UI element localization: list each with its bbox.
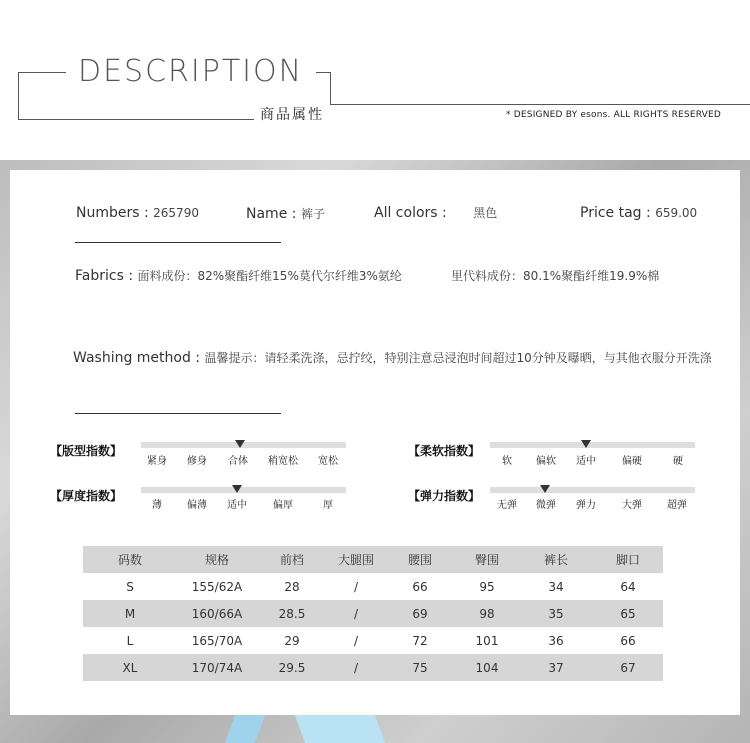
lining-value: 里代料成份：80.1%聚酯纤维19.9%棉 <box>451 269 660 283</box>
elasticity-option: 无弹 <box>497 500 517 511</box>
copyright-notice: * DESIGNED BY esons. ALL RIGHTS RESERVED <box>506 110 722 120</box>
table-header-cell: 大腿围 <box>327 546 385 573</box>
table-cell: 28 <box>284 579 300 594</box>
divider <box>75 242 281 243</box>
table-header-cell: 码数 <box>83 546 177 573</box>
table-cell: 37 <box>519 654 593 681</box>
fit-option: 修身 <box>187 456 207 467</box>
table-cell: / <box>327 654 385 681</box>
colors-field <box>374 204 497 221</box>
background-shape <box>295 715 385 743</box>
numbers-label: Numbers : <box>76 205 149 221</box>
header-frame-line <box>18 119 254 120</box>
thickness-scale-title: 【厚度指数】 <box>50 489 123 503</box>
thickness-option: 偏厚 <box>273 500 293 511</box>
background-shape <box>225 715 265 743</box>
elasticity-option: 弹力 <box>576 500 596 511</box>
fabrics-field <box>75 267 402 284</box>
table-row <box>83 627 663 654</box>
table-header-cell: 臀围 <box>455 546 519 573</box>
table-cell: 67 <box>593 654 663 681</box>
numbers-field <box>76 205 199 221</box>
fabrics-label: Fabrics : <box>75 268 134 284</box>
table-cell: 29 <box>284 633 300 648</box>
table-row <box>83 600 663 627</box>
fit-scale-pointer <box>235 440 245 448</box>
table-header-cell: 裤长 <box>519 546 593 573</box>
table-cell: 101 <box>475 633 499 648</box>
elasticity-option: 微弹 <box>536 500 556 511</box>
table-cell: 104 <box>455 654 519 681</box>
table-cell: 98 <box>455 600 519 627</box>
elasticity-scale-bar <box>490 487 695 493</box>
table-header-cell: 脚口 <box>593 546 663 573</box>
softness-scale-title: 【柔软指数】 <box>408 444 481 458</box>
table-cell: 66 <box>620 633 636 648</box>
thickness-option: 适中 <box>227 500 247 511</box>
fit-scale-title: 【版型指数】 <box>50 444 123 458</box>
thickness-scale-pointer <box>232 485 242 493</box>
softness-option: 软 <box>502 456 512 467</box>
header-frame-line <box>18 72 66 73</box>
table-cell: XL <box>83 654 177 681</box>
table-row <box>83 654 663 681</box>
header-frame-line <box>18 72 19 120</box>
softness-scale-bar <box>490 442 695 448</box>
table-cell: 29.5 <box>257 654 327 681</box>
fit-option: 稍宽松 <box>268 456 298 467</box>
elasticity-option: 大弹 <box>622 500 642 511</box>
numbers-value: 265790 <box>153 206 199 220</box>
softness-option: 偏软 <box>536 456 556 467</box>
header-frame-line <box>330 72 331 104</box>
table-cell: 35 <box>519 600 593 627</box>
softness-scale-pointer <box>581 440 591 448</box>
table-header-row <box>83 546 663 573</box>
table-cell: 160/66A <box>177 600 257 627</box>
elasticity-scale-pointer <box>540 485 550 493</box>
table-header-cell: 腰围 <box>385 546 455 573</box>
thickness-scale-bar <box>141 487 346 493</box>
thickness-option: 厚 <box>323 500 333 511</box>
softness-option: 适中 <box>576 456 596 467</box>
page-title: DESCRIPTION <box>78 54 304 89</box>
table-row <box>83 573 663 600</box>
size-table <box>83 546 663 681</box>
header-frame-line <box>316 72 330 73</box>
table-cell: 170/74A <box>177 654 257 681</box>
fit-option: 宽松 <box>318 456 338 467</box>
table-cell: 95 <box>479 579 495 594</box>
name-value: 裤子 <box>300 207 325 221</box>
table-cell: 66 <box>412 579 428 594</box>
table-header-cell: 规格 <box>177 546 257 573</box>
table-cell: / <box>327 600 385 627</box>
table-cell: 34 <box>548 579 564 594</box>
table-header-cell: 前档 <box>257 546 327 573</box>
lining-field <box>451 267 659 284</box>
table-cell: 65 <box>593 600 663 627</box>
page-subtitle: 商品属性 <box>260 107 324 123</box>
table-cell: M <box>83 600 177 627</box>
table-cell: 64 <box>620 579 636 594</box>
fit-option: 合体 <box>228 456 248 467</box>
table-cell: 28.5 <box>257 600 327 627</box>
price-field <box>580 205 697 221</box>
table-cell: / <box>353 579 359 594</box>
softness-option: 硬 <box>673 456 683 467</box>
table-cell: 155/62A <box>191 579 243 594</box>
washing-label: Washing method : <box>73 350 201 366</box>
elasticity-option: 超弹 <box>667 500 687 511</box>
colors-value: 黑色 <box>473 206 498 220</box>
table-cell: 165/70A <box>191 633 243 648</box>
divider <box>75 413 281 414</box>
thickness-option: 薄 <box>152 500 162 511</box>
thickness-option: 偏薄 <box>187 500 207 511</box>
table-cell: 75 <box>385 654 455 681</box>
fabrics-value: 面料成份：82%聚酯纤维15%莫代尔纤维3%氨纶 <box>137 269 402 283</box>
softness-option: 偏硬 <box>622 456 642 467</box>
table-cell: S <box>126 579 134 594</box>
name-field <box>246 205 325 222</box>
table-cell: / <box>353 633 359 648</box>
washing-value: 温馨提示：请轻柔洗涤，忌拧绞，特别注意忌浸泡时间超过10分钟及曝晒，与其他衣服分开洗涤 <box>204 351 712 365</box>
name-label: Name : <box>246 206 297 222</box>
colors-label: All colors : <box>374 205 447 221</box>
header <box>0 0 750 160</box>
table-cell: 36 <box>548 633 564 648</box>
price-label: Price tag : <box>580 205 651 221</box>
washing-field <box>73 349 712 366</box>
fit-option: 紧身 <box>147 456 167 467</box>
header-frame-line <box>330 104 750 105</box>
table-cell: 72 <box>412 633 428 648</box>
price-value: 659.00 <box>655 206 698 220</box>
table-cell: L <box>126 633 134 648</box>
table-cell: 69 <box>385 600 455 627</box>
elasticity-scale-title: 【弹力指数】 <box>408 489 481 503</box>
